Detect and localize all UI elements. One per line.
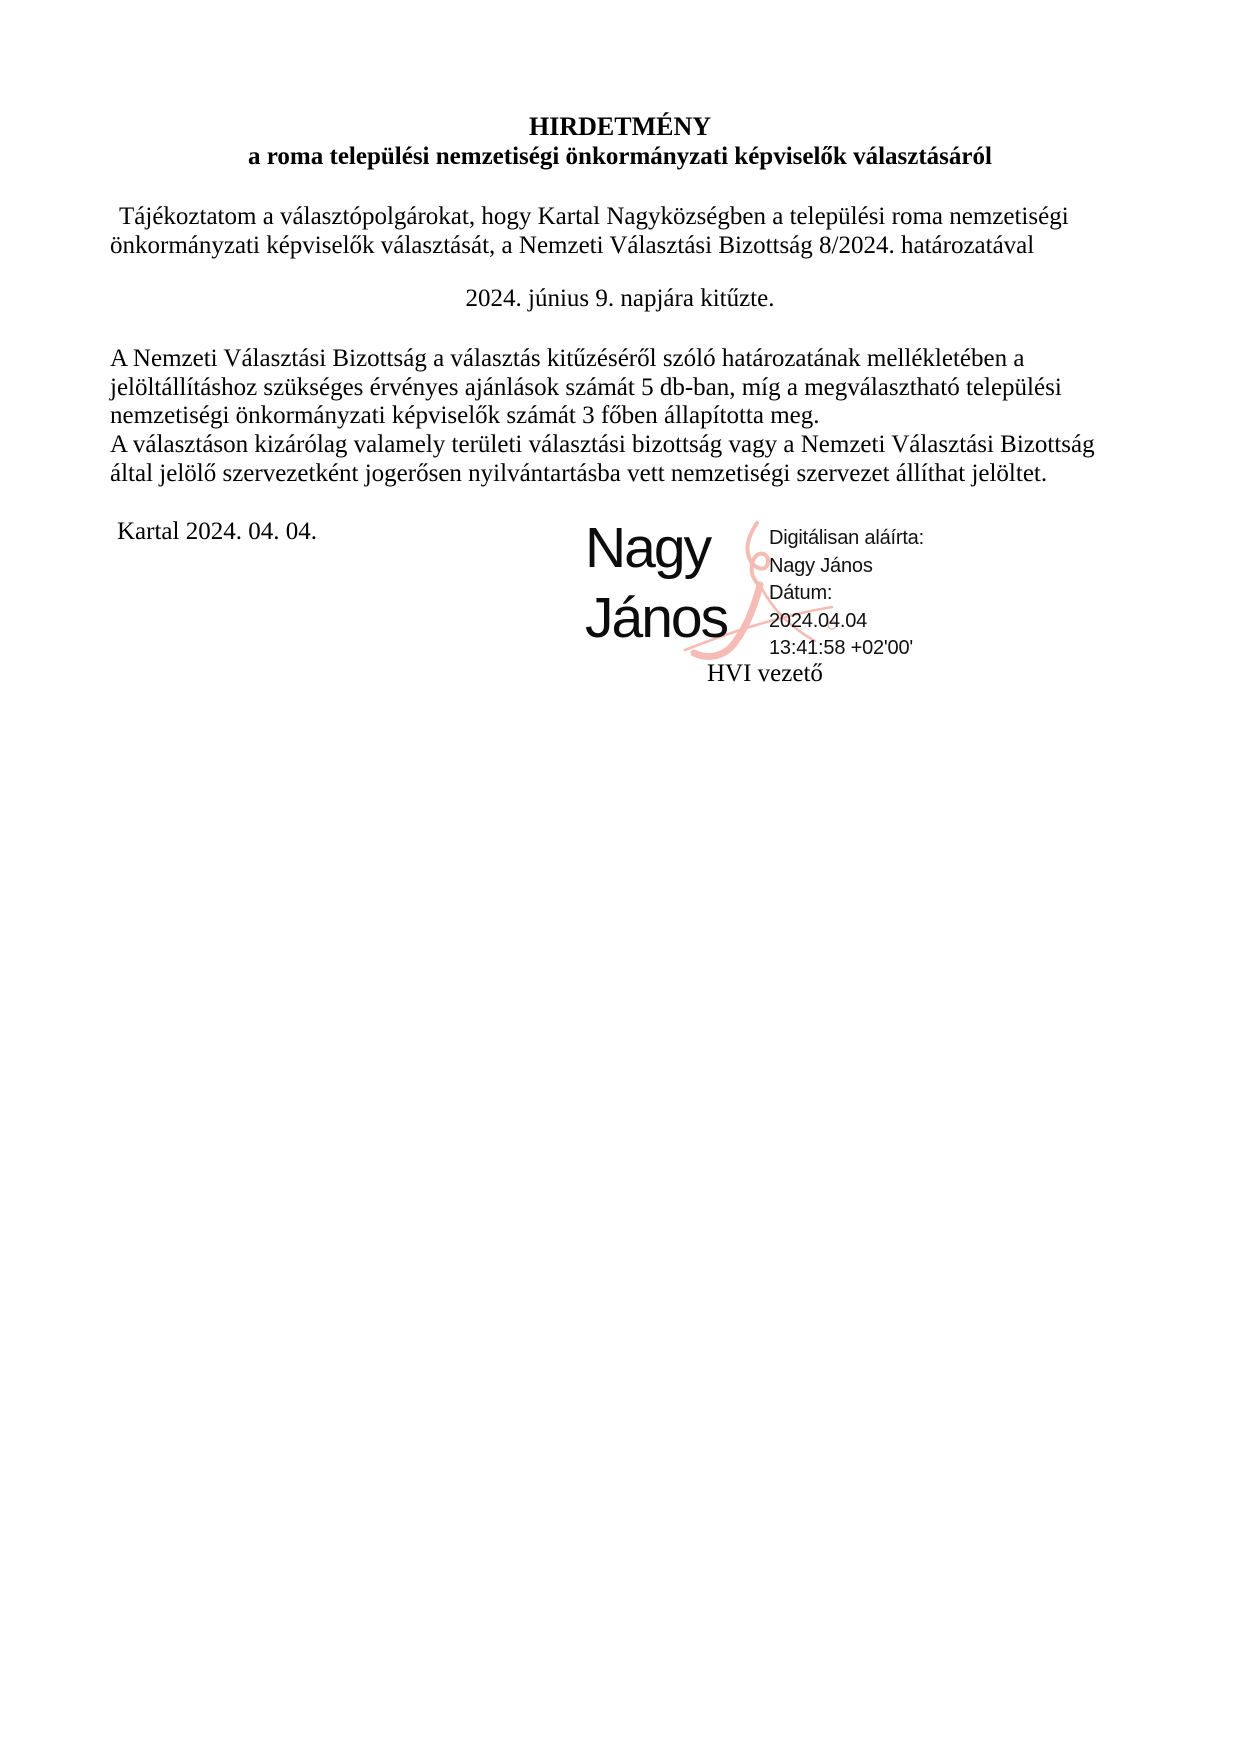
signature-detail-line: 2024.04.04 <box>769 609 868 632</box>
paragraph-decision: A Nemzeti Választási Bizottság a választás kitűzéséről szóló határozatának mellékletében a jelöltállításhoz szükséges érvényes ajánlások számát 5 db-ban, míg a megválasztható települési nemzetiségi önkormányzati képviselők számát 3 főben állapította meg. <box>110 345 1062 430</box>
signature-name-line1: Nagy <box>585 516 711 580</box>
document-heading <box>110 112 1130 172</box>
paragraph-intro: Tájékoztatom a választópolgárokat, hogy Kartal Nagyközségben a települési roma nemzetiségi önkormányzati képviselők választását, a Nemzeti Választási Bizottság 8/2024. határozatával <box>110 203 1069 259</box>
signer-title: HVI vezető <box>707 660 823 687</box>
paragraph-nomination: A választáson kizárólag valamely területi választási bizottság vagy a Nemzeti Választási Bizottság által jelölő szervezetként jogerősen nyilvántartásba vett nemzetiségi szervezet állíthat jelöltet. <box>110 431 1095 487</box>
document-title: HIRDETMÉNY <box>528 112 711 141</box>
signature-detail-line: Dátum: <box>769 582 833 604</box>
signature-detail-line: 13:41:58 +02'00' <box>769 637 914 659</box>
signature-detail-line: Digitálisan aláírta: <box>769 527 924 549</box>
signature-name-line2: János <box>585 586 728 650</box>
signature-details <box>769 525 924 663</box>
document-subtitle: a roma települési nemzetiségi önkormányzati képviselők választásáról <box>248 143 992 170</box>
election-date-line: 2024. június 9. napjára kitűzte. <box>465 285 775 312</box>
signature-detail-line: Nagy János <box>769 554 873 577</box>
signature-name <box>585 513 727 653</box>
place-and-date: Kartal 2024. 04. 04. <box>117 518 317 545</box>
